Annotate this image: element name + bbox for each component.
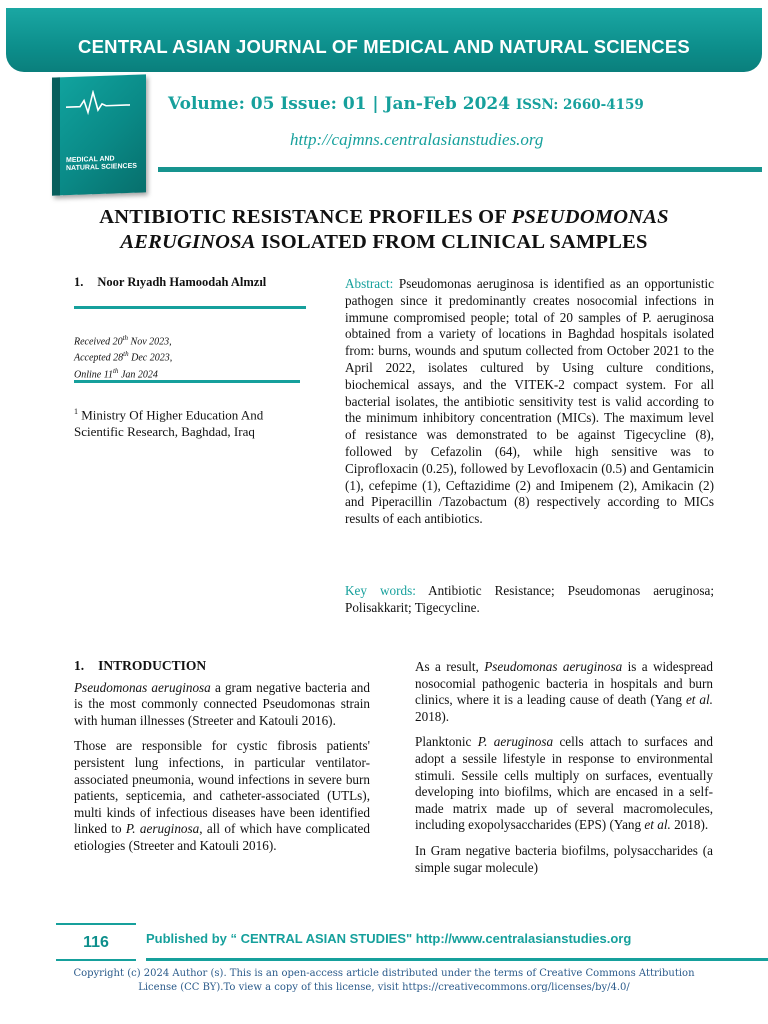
affiliation: [74, 403, 314, 440]
publisher-line[interactable]: Published by “ CENTRAL ASIAN STUDIES" http://www.centralasianstudies.org: [146, 931, 632, 946]
author-name: Noor Rıyadh Hamoodah Almzıl: [97, 275, 267, 289]
title-part: ISOLATED FROM CLINICAL SAMPLES: [255, 231, 648, 253]
title-part: ANTIBIOTIC RESISTANCE PROFILES OF: [99, 206, 512, 228]
paragraph: As a result, Pseudomonas aeruginosa is a widespread nosocomial pathogenic bacteria in hospitals and burn clinics, where it is a leading cause of death (Yang et al. 2018).: [415, 659, 714, 724]
author-line: [74, 275, 266, 290]
cover-spine: [52, 77, 60, 195]
body-right-column: [415, 659, 713, 876]
keywords-label: Key words:: [345, 583, 416, 598]
page-number: 116: [83, 934, 109, 951]
author-number: 1.: [74, 275, 84, 289]
page-number-box: [56, 923, 136, 961]
affiliation-marker: 1: [74, 407, 78, 416]
abstract-text: Pseudomonas aeruginosa is identified as an opportunistic pathogen since it predominantly creates nosocomial infections in immune compromised people; total of 20 samples of P. aeruginosa obtained from a variety of locations in Baghdad hospitals isolated from: burns, wounds and sputum collected from October 2021 to the April 2022, isolates cultured by Using culture conditions, biochemical assays, and the VITEK-2 compact system. For all bacterial isolates, the antibiotic sensitivity test is valid according to the minimum inhibitory concentration (MICs). The maximum level of resistance was demonstrated to be against Tigecycline (8), followed by Cefazolin (64), while high sensitive was to Ciprofloxacin (0.25), followed by Levofloxacin (0.5) and Gentamicin (1), cefepime (1), Ceftazidime (2) and Imipenem (2), Amikacin (2) and Piperacillin /Tazobactum (8) respectively according to MICs results of each antibiotics.: [345, 276, 714, 527]
issn: ISSN: 2660-4159: [515, 97, 644, 113]
copyright-notice: Copyright (c) 2024 Author (s). This is an open-access article distributed under the terms of Creative Commons Attribution License (CC BY).To view a copy of this license, visit https://creativecommons.org/licenses/by/4.0/: [73, 968, 695, 993]
paragraph: Planktonic P. aeruginosa cells attach to surfaces and adopt a sessile lifestyle in response to environmental stimuli. Sessile cells multiply on surfaces, eventually developing into biofilms, which are encased in a self-made matrix made up of several macromolecules, including exopolysaccharides (EPS) (Yang et al. 2018).: [415, 734, 713, 833]
footer-divider: [146, 958, 768, 961]
journal-banner: [6, 8, 762, 72]
paragraph: Pseudomonas aeruginosa a gram negative bacteria and is the most commonly connected Pseudomonas strain with human illnesses (Streeter and Katouli 2016).: [74, 679, 370, 728]
header-divider: [158, 167, 762, 172]
abstract-label: Abstract:: [345, 276, 394, 291]
section-title: INTRODUCTION: [98, 658, 207, 673]
journal-cover-image: [52, 74, 146, 195]
body-left-column: [74, 658, 370, 855]
paragraph: Those are responsible for cystic fibrosis patients' persistent lung infections, in particular ventilator-associated pneumonia, wound infections in severe burn patients, septicemia, and catheter-associated (UTLs), multi kinds of infectious diseases have been identified linked to P. aeruginosa, all of which have complicated etiologies (Streeter and Katouli 2016).: [74, 738, 370, 853]
article-dates: [74, 332, 304, 381]
keywords-text: Antibiotic Resistance; Pseudomonas aeruginosa; Polisakkarit; Tigecycline.: [345, 583, 714, 615]
page-footer: [56, 923, 768, 963]
abstract: [345, 276, 714, 528]
paper-title: [40, 205, 728, 255]
accepted-date: Accepted 28th Dec 2023,: [74, 350, 173, 364]
title-part-italic: PSEUDOMONAS: [511, 206, 669, 228]
paragraph: In Gram negative bacteria biofilms, polysaccharides (a simple sugar molecule): [415, 842, 713, 875]
section-heading-introduction: [74, 658, 370, 675]
author-divider: [74, 306, 306, 309]
volume-line: [168, 94, 644, 114]
journal-title: CENTRAL ASIAN JOURNAL OF MEDICAL AND NATURAL SCIENCES: [78, 36, 690, 57]
keywords: [345, 583, 714, 617]
received-date: Received 20th Nov 2023,: [74, 334, 172, 348]
journal-url[interactable]: http://cajmns.centralasianstudies.org: [290, 130, 544, 149]
online-date: Online 11th Jan 2024: [74, 366, 158, 380]
dates-divider: [74, 380, 300, 383]
cover-title: MEDICAL AND NATURAL SCIENCES: [66, 155, 137, 173]
volume-issue: Volume: 05 Issue: 01 | Jan-Feb 2024: [168, 94, 511, 114]
affiliation-text: Ministry Of Higher Education And Scientific Research, Baghdad, Iraq: [74, 407, 264, 440]
title-part-italic: AERUGINOSA: [120, 231, 256, 253]
heartbeat-icon: [66, 89, 130, 117]
section-number: 1.: [74, 658, 85, 673]
